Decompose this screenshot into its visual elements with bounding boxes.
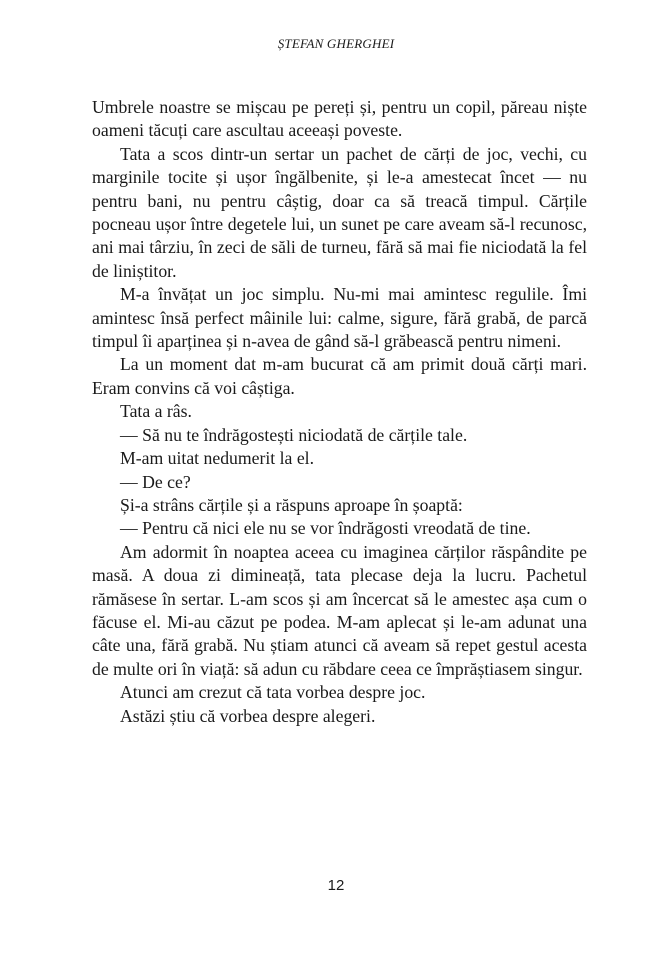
paragraph-father-laughed: Tata a râs. bbox=[120, 401, 192, 422]
dialogue-line-father-1: — Să nu te îndrăgostești niciodată de cărțile tale. bbox=[120, 424, 468, 445]
page-number: 12 bbox=[327, 877, 345, 894]
paragraph-then: Atunci am crezut că tata vorbea despre joc. bbox=[120, 682, 426, 703]
dialogue-line-father-2: — Pentru că nici ele nu se vor îndrăgosti vreodată de tine. bbox=[120, 518, 531, 539]
paragraph-today: Astăzi știu că vorbea despre alegeri. bbox=[120, 705, 376, 726]
paragraph-next-morning: Am adormit în noaptea aceea cu imaginea cărților răspândite pe masă. A doua zi dimineață, tata plecase deja la lucru. Pachetul rămăsese în sertar. L-am scos și am încercat să le amestec așa cum o făcuse el. Mi-au căzut pe podea. M-am aplecat și le-am adunat una câte una, fără grabă. Nu știam atunci că aveam să repet gestul acesta de multe ori în viață: să adun cu răbdare ceea ce împrăștiasem singur. bbox=[92, 541, 587, 679]
paragraph-shadows: Umbrele noastre se mișcau pe pereți și, pentru un copil, păreau niște oameni tăcuți care ascultau aceeași poveste. bbox=[92, 97, 587, 141]
paragraph-whisper: Și-a strâns cărțile și a răspuns aproape în șoaptă: bbox=[120, 494, 463, 515]
dialogue-line-child: — De ce? bbox=[120, 471, 191, 492]
running-header-author: ȘTEFAN GHERGHEI bbox=[277, 36, 395, 51]
paragraph-card-deck: Tata a scos dintr-un sertar un pachet de cărți de joc, vechi, cu marginile tocite și ușor îngălbenite, și le-a amestecat încet — nu pentru bani, nu pentru câștig, doar ca să treacă timpul. Cărțile pocneau ușor între degetele lui, un sunet pe care aveam să-l recunosc, ani mai târziu, în zeci de săli de turneu, fără să mai fie niciodată la fel de liniștitor. bbox=[92, 143, 587, 281]
body-text bbox=[92, 96, 587, 728]
paragraph-big-cards: La un moment dat m-am bucurat că am primit două cărți mari. Eram convins că voi câștiga. bbox=[92, 354, 587, 398]
paragraph-puzzled-look: M-am uitat nedumerit la el. bbox=[120, 448, 315, 469]
paragraph-simple-game: M-a învățat un joc simplu. Nu-mi mai amintesc regulile. Îmi amintesc însă perfect mâinile lui: calme, sigure, fără grabă, de parcă timpul îi aparținea și n-avea de gând să-l grăbească pentru nimeni. bbox=[92, 284, 587, 352]
